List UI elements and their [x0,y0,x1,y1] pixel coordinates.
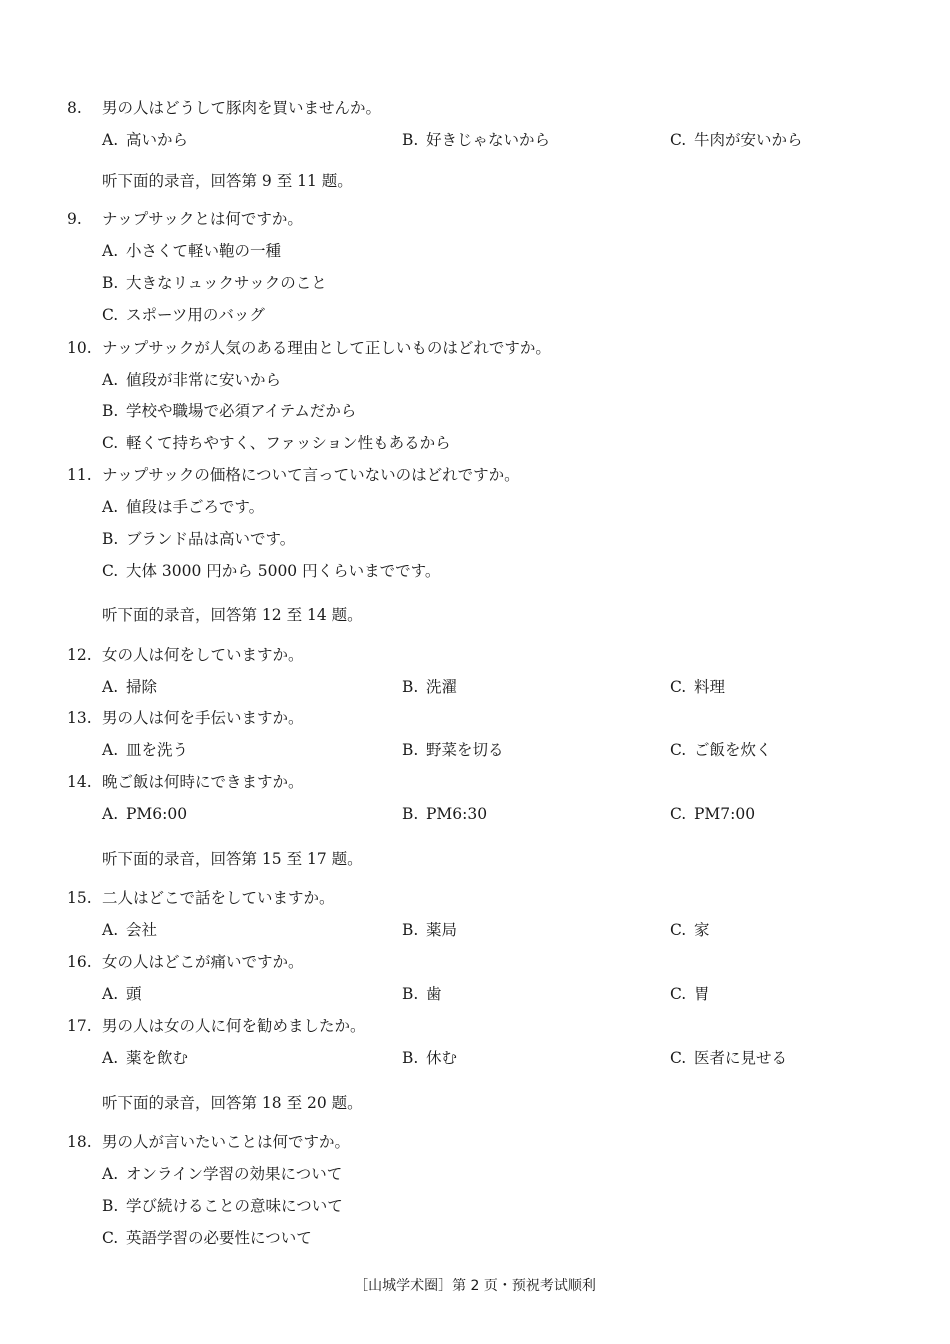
option-text: スポーツ用のバッグ [126,306,265,324]
option-text: 医者に見せる [694,1049,788,1067]
answer-option [102,241,281,261]
option-label: A. [102,131,119,149]
question-text: ナップサックの価格について言っていないのはどれですか。 [102,466,520,484]
question-text: ナップサックとは何ですか。 [102,210,303,228]
question-number: 18. [67,1133,92,1151]
option-text: 胃 [694,985,710,1003]
option-text: 好きじゃないから [426,131,551,149]
answer-option [670,804,755,824]
answer-option [102,401,356,421]
option-label: C. [102,306,119,324]
answer-option [102,984,142,1004]
option-text: 牛肉が安いから [694,131,803,149]
option-label: B. [402,131,419,149]
question-number: 12. [67,646,92,664]
page-footer: ［山城学术圈］第 2 页・预祝考试顺利 [354,1278,596,1294]
section-instruction: 听下面的录音，回答第 15 至 17 题。 [102,850,363,868]
option-label: A. [102,678,119,696]
option-text: ご飯を炊く [694,741,772,759]
option-text: 薬局 [426,921,458,939]
option-label: B. [402,805,419,823]
option-text: 歯 [426,985,442,1003]
option-text: 休む [426,1049,458,1067]
answer-option [102,130,188,150]
answer-option [402,984,442,1004]
option-text: 掃除 [126,678,158,696]
option-label: A. [102,985,119,1003]
question-text: 女の人は何をしていますか。 [102,646,304,664]
option-label: A. [102,1049,119,1067]
option-text: 値段が非常に安いから [126,371,282,389]
option-label: A. [102,805,119,823]
option-text: PM6:00 [126,805,188,823]
option-label: B. [402,985,419,1003]
option-label: C. [670,131,687,149]
answer-option [670,130,803,150]
option-label: C. [670,985,687,1003]
answer-option [102,561,440,581]
answer-option [670,677,725,697]
answer-option [402,920,457,940]
answer-option [102,920,157,940]
question-number: 13. [67,709,92,727]
question-text: 男の人が言いたいことは何ですか。 [102,1133,351,1151]
answer-option [102,1228,312,1248]
question-text: 男の人は女の人に何を勧めましたか。 [102,1017,366,1035]
option-label: B. [402,1049,419,1067]
question-text: 二人はどこで話をしていますか。 [102,889,335,907]
answer-option [102,497,264,517]
option-label: A. [102,921,119,939]
question-text: 男の人は何を手伝いますか。 [102,709,304,727]
option-text: PM7:00 [694,805,756,823]
option-label: A. [102,741,119,759]
answer-option [402,740,504,760]
option-label: C. [670,678,687,696]
question-text: 女の人はどこが痛いですか。 [102,953,304,971]
option-text: 英語学習の必要性について [126,1229,312,1247]
question-number: 15. [67,889,92,907]
option-label: B. [402,921,419,939]
question-text: 晩ご飯は何時にできますか。 [102,773,304,791]
option-text: 家 [694,921,710,939]
answer-option [102,1164,342,1184]
option-label: A. [102,371,119,389]
answer-option [102,370,281,390]
answer-option [102,305,265,325]
answer-option [102,740,188,760]
option-label: C. [670,1049,687,1067]
question-number: 8. [67,99,82,117]
answer-option [670,740,772,760]
answer-option [102,433,451,453]
option-label: C. [102,562,119,580]
option-text: 学び続けることの意味について [126,1197,343,1215]
question-number: 16. [67,953,92,971]
option-text: 頭 [126,985,142,1003]
question-number: 11. [67,466,92,484]
option-label: C. [670,805,687,823]
option-text: 小さくて軽い鞄の一種 [126,242,282,260]
option-text: PM6:30 [426,805,488,823]
option-text: 会社 [126,921,158,939]
option-label: C. [670,741,687,759]
answer-option [402,677,457,697]
answer-option [102,273,327,293]
answer-option [402,1048,457,1068]
option-label: B. [402,678,419,696]
answer-option [102,1196,343,1216]
option-text: オンライン学習の効果について [126,1165,343,1183]
option-text: 野菜を切る [426,741,504,759]
option-label: B. [102,402,119,420]
option-text: 薬を飲む [126,1049,189,1067]
option-text: 高いから [126,131,189,149]
option-label: A. [102,1165,119,1183]
option-text: ブランド品は高いです。 [126,530,296,548]
option-label: C. [102,434,119,452]
option-text: 皿を洗う [126,741,189,759]
option-text: 値段は手ごろです。 [126,498,265,516]
answer-option [670,984,710,1004]
answer-option [102,804,187,824]
option-label: B. [402,741,419,759]
answer-option [102,677,157,697]
question-text: ナップサックが人気のある理由として正しいものはどれですか。 [102,339,551,357]
option-text: 料理 [694,678,726,696]
answer-option [102,1048,188,1068]
section-instruction: 听下面的录音，回答第 18 至 20 题。 [102,1094,363,1112]
answer-option [102,529,295,549]
option-label: A. [102,242,119,260]
question-text: 男の人はどうして豚肉を買いませんか。 [102,99,382,117]
section-instruction: 听下面的录音，回答第 9 至 11 题。 [102,172,353,190]
option-text: 大きなリュックサックのこと [126,274,327,292]
option-text: 大体 3000 円から 5000 円くらいまでです。 [126,562,441,580]
question-number: 14. [67,773,92,791]
option-text: 洗濯 [426,678,458,696]
option-label: A. [102,498,119,516]
option-text: 軽くて持ちやすく、ファッション性もあるから [126,434,451,452]
question-number: 10. [67,339,92,357]
answer-option [670,1048,787,1068]
option-label: B. [102,1197,119,1215]
option-label: B. [102,274,119,292]
answer-option [402,804,487,824]
question-number: 9. [67,210,82,228]
option-label: B. [102,530,119,548]
answer-option [402,130,550,150]
option-label: C. [102,1229,119,1247]
answer-option [670,920,710,940]
question-number: 17. [67,1017,92,1035]
option-text: 学校や職場で必須アイテムだから [126,402,357,420]
section-instruction: 听下面的录音，回答第 12 至 14 题。 [102,606,363,624]
option-label: C. [670,921,687,939]
